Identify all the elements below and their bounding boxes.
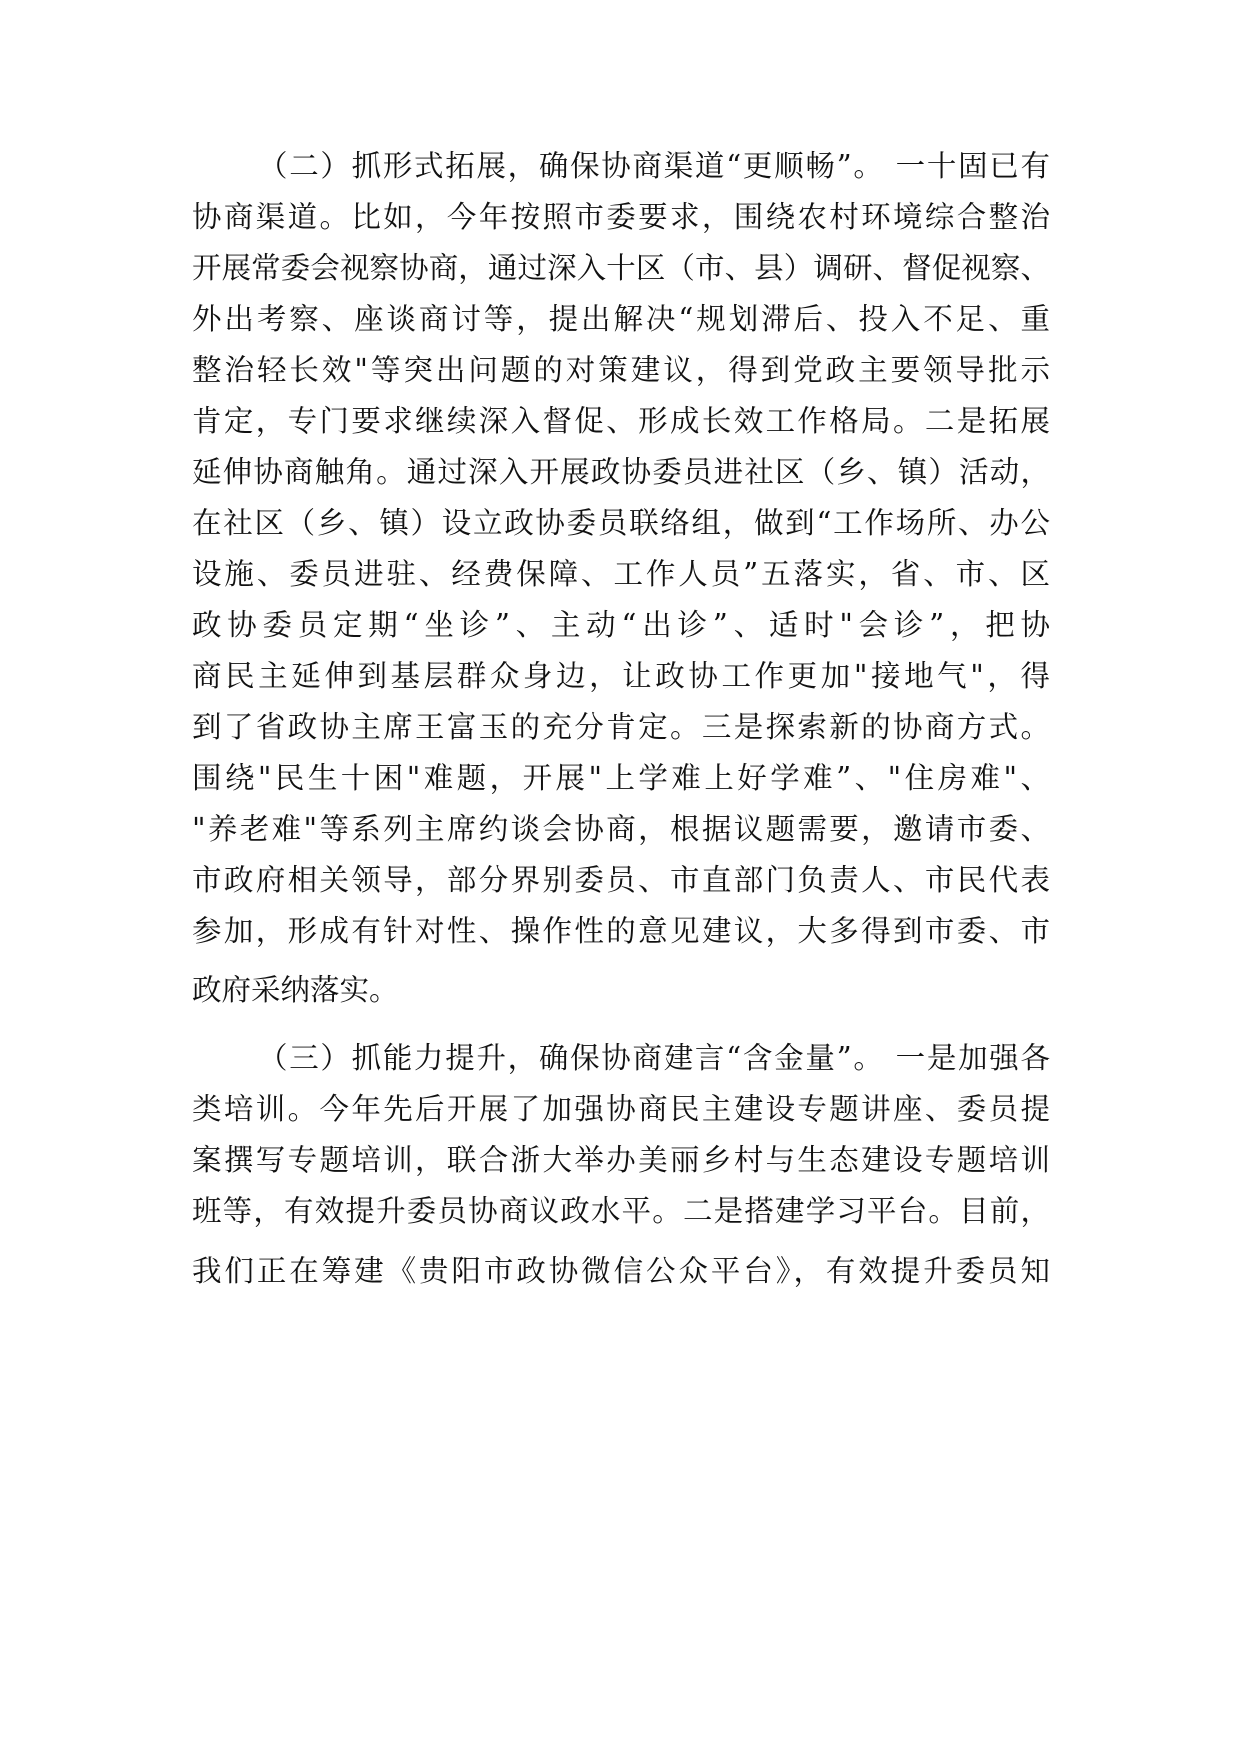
paragraph-2-line-14: "养老难"等系列主席约谈会协商，根据议题需要，邀请市委、 (192, 812, 1050, 846)
paragraph-2-line-13: 围绕"民生十困"难题，开展"上学难上好学难”、"住房难"、 (192, 761, 1050, 795)
paragraph-2-line-16: 参加，形成有针对性、操作性的意见建议，大多得到市委、市 (192, 914, 1050, 948)
paragraph-2-line-4: 外出考察、座谈商讨等，提出解决“规划滞后、投入不足、重 (192, 302, 1050, 336)
paragraph-2-line-8: 在社区（乡、镇）设立政协委员联络组，做到“工作场所、办公 (192, 506, 1050, 540)
paragraph-2-line-2: 协商渠道。比如，今年按照市委要求，围绕农村环境综合整治 (192, 200, 1050, 234)
paragraph-3-line-5: 我们正在筹建《贵阳市政协微信公众平台》，有效提升委员知 (192, 1254, 1050, 1288)
paragraph-2-line-6: 肯定，专门要求继续深入督促、形成长效工作格局。二是拓展 (192, 404, 1050, 438)
paragraph-3-line-2: 类培训。今年先后开展了加强协商民主建设专题讲座、委员提 (192, 1092, 1050, 1126)
paragraph-2-line-1: （二）抓形式拓展，确保协商渠道“更顺畅”。 一十固已有 (258, 149, 1050, 183)
paragraph-2-line-17: 政府采纳落实。 (192, 973, 399, 1007)
paragraph-2-line-5: 整治轻长效"等突出问题的对策建议，得到党政主要领导批示 (192, 353, 1050, 387)
paragraph-2-line-10: 政协委员定期“坐诊”、主动“出诊”、适时"会诊”，把协 (192, 608, 1050, 642)
paragraph-2-line-7: 延伸协商触角。通过深入开展政协委员进社区（乡、镇）活动， (192, 455, 1050, 489)
paragraph-3-line-4: 班等，有效提升委员协商议政水平。二是搭建学习平台。目前， (192, 1194, 1050, 1228)
paragraph-2-line-15: 市政府相关领导，部分界别委员、市直部门负责人、市民代表 (192, 863, 1050, 897)
paragraph-3-line-1: （三）抓能力提升，确保协商建言“含金量”。 一是加强各 (258, 1041, 1050, 1075)
paragraph-2-line-9: 设施、委员进驻、经费保障、工作人员”五落实，省、市、区 (192, 557, 1050, 591)
paragraph-2-line-12: 到了省政协主席王富玉的充分肯定。三是探索新的协商方式。 (192, 710, 1050, 744)
paragraph-3-line-3: 案撰写专题培训，联合浙大举办美丽乡村与生态建设专题培训 (192, 1143, 1050, 1177)
paragraph-2-line-3: 开展常委会视察协商，通过深入十区（市、县）调研、督促视察、 (192, 251, 1050, 285)
paragraph-2-line-11: 商民主延伸到基层群众身边，让政协工作更加"接地气"，得 (192, 659, 1050, 693)
